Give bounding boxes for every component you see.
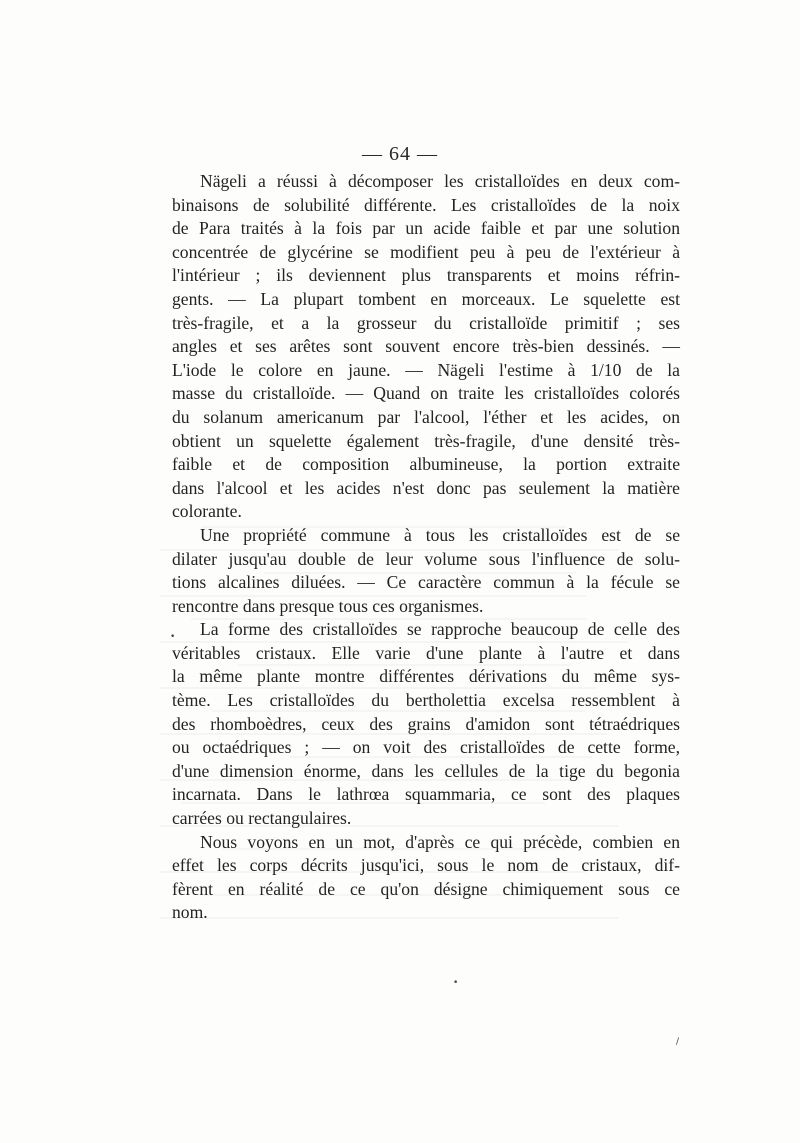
body-text (172, 170, 680, 925)
text-line: L'iode le colore en jaune. — Nägeli l'estime à 1/10 de la (172, 359, 680, 380)
margin-speck: / (676, 1037, 680, 1047)
text-line: véritables cristaux. Elle varie d'une plante à l'autre et dans (172, 642, 680, 663)
page-number: — 64 — (362, 143, 438, 165)
text-line: dans l'alcool et les acides n'est donc pas seulement la matière (172, 477, 680, 498)
text-line: l'intérieur ; ils deviennent plus transparents et moins réfrin- (172, 265, 680, 286)
text-line: du solanum americanum par l'alcool, l'éther et les acides, on (172, 406, 680, 427)
text-line: binaisons de solubilité différente. Les cristalloïdes de la noix (172, 194, 680, 215)
text-line: fèrent en réalité de ce qu'on désigne chimiquement sous ce (172, 878, 680, 899)
text-line: obtient un squelette également très-fragile, d'une densité très- (172, 430, 680, 451)
text-line: de Para traités à la fois par un acide faible et par une solution (172, 218, 680, 239)
text-line: masse du cristalloïde. — Quand on traite les cristalloïdes colorés (172, 383, 680, 404)
paragraph (172, 170, 680, 524)
text-line: dilater jusqu'au double de leur volume sous l'influence de solu- (172, 548, 680, 569)
text-line: angles et ses arêtes sont souvent encore très-bien dessinés. — (172, 336, 680, 357)
text-line: concentrée de glycérine se modifient peu à peu de l'extérieur à (172, 241, 680, 262)
text-line: d'une dimension énorme, dans les cellules de la tige du begonia (172, 760, 680, 781)
text-line: La forme des cristalloïdes se rapproche beaucoup de celle des (200, 619, 680, 640)
text-line: carrées ou rectangulaires. (172, 808, 352, 829)
text-line: colorante. (172, 501, 242, 522)
text-line: gents. — La plupart tombent en morceaux. Le squelette est (172, 288, 680, 309)
text-line: nom. (172, 902, 208, 923)
paragraph (172, 831, 680, 925)
text-line: faible et de composition albumineuse, la portion extraite (172, 454, 680, 475)
text-line: Nägeli a réussi à décomposer les cristalloïdes en deux com- (200, 171, 680, 191)
margin-speck: • (170, 632, 176, 642)
margin-speck: • (453, 978, 459, 988)
paragraph (172, 618, 680, 830)
text-line: effet les corps décrits jusqu'ici, sous le nom de cristaux, dif- (172, 855, 680, 876)
text-line: Une propriété commune à tous les cristalloïdes est de se (200, 524, 680, 545)
text-line: incarnata. Dans le lathrœa squammaria, ce sont des plaques (172, 784, 680, 805)
text-line: ou octaédriques ; — on voit des cristalloïdes de cette forme, (172, 737, 680, 758)
text-line: très-fragile, et a la grosseur du cristalloïde primitif ; ses (172, 312, 680, 333)
text-line: tème. Les cristalloïdes du bertholettia excelsa ressemblent à (172, 690, 680, 711)
text-line: Nous voyons en un mot, d'après ce qui précède, combien en (200, 831, 680, 852)
text-line: rencontre dans presque tous ces organismes. (172, 595, 484, 616)
paragraph (172, 524, 680, 618)
text-line: des rhomboèdres, ceux des grains d'amidon sont tétraédriques (172, 713, 680, 734)
text-line: la même plante montre différentes dérivations du même sys- (172, 666, 680, 687)
text-line: tions alcalines diluées. — Ce caractère commun à la fécule se (172, 572, 680, 593)
